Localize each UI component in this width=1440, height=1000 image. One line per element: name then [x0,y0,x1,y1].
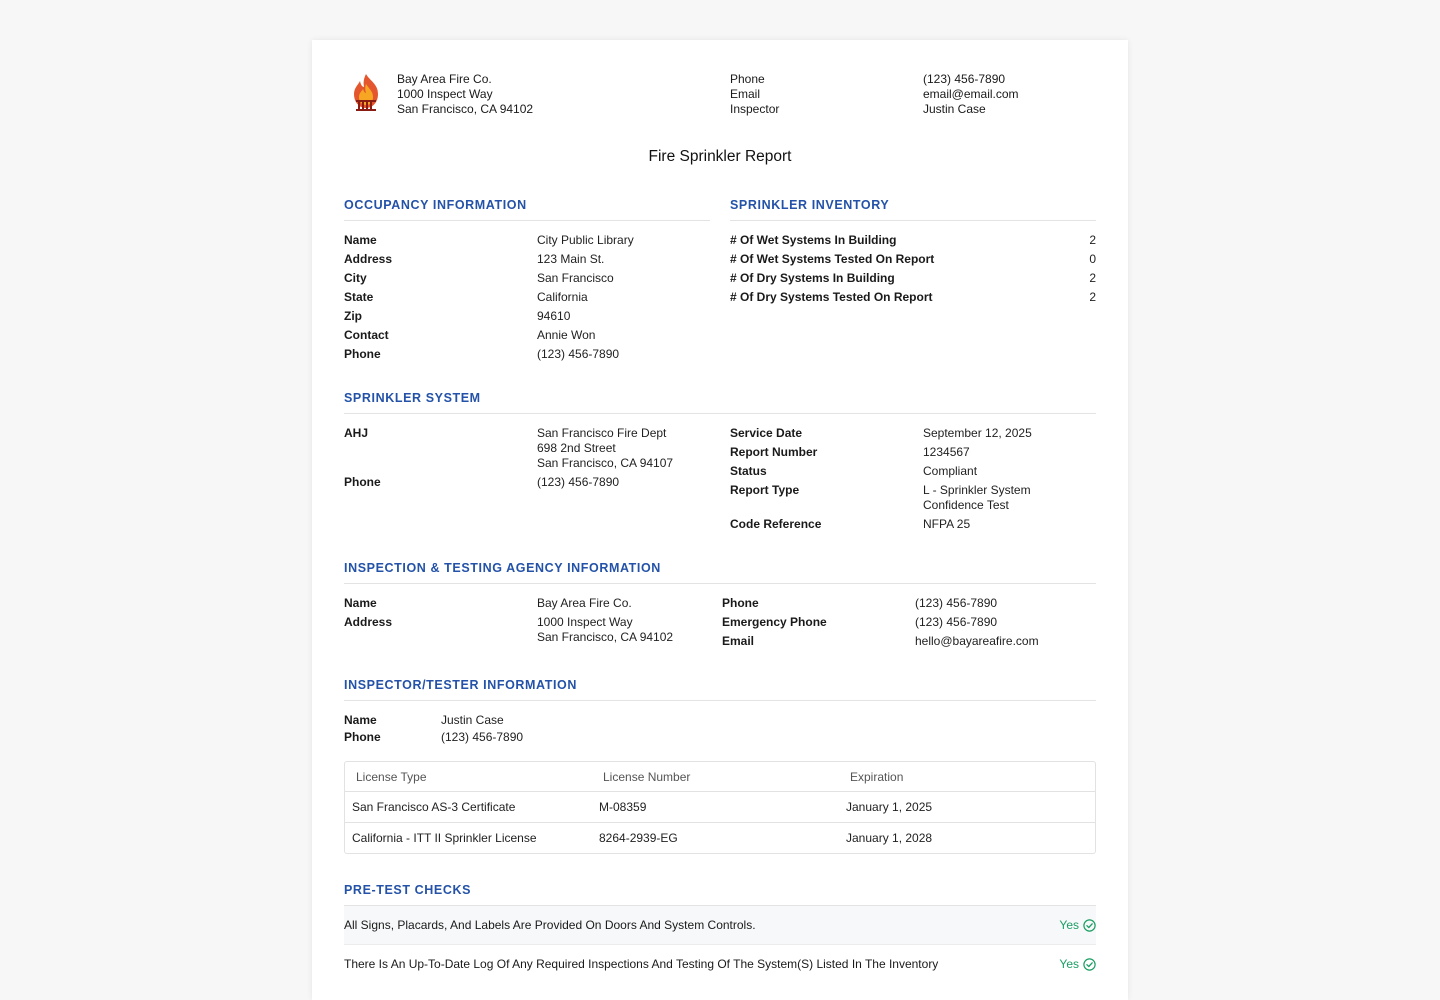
system-divider [344,413,1096,414]
occupancy-label: Zip [344,309,362,323]
code-ref-label: Code Reference [730,517,822,531]
header-inspector-label: Inspector [730,102,780,116]
inventory-label: # Of Dry Systems Tested On Report [730,290,933,304]
license-type: California - ITT II Sprinkler License [352,831,537,845]
occupancy-label: State [344,290,374,304]
inventory-value: 2 [1089,290,1096,304]
inventory-value: 2 [1089,271,1096,285]
license-expiration-header: Expiration [839,762,1095,792]
header-email: email@email.com [923,87,1019,101]
license-table [344,761,1096,854]
inventory-value: 2 [1089,233,1096,247]
pretest-item [344,906,1096,945]
license-header-row [345,762,1095,792]
company-logo [348,72,384,116]
agency-address2: San Francisco, CA 94102 [537,630,674,644]
header-email-label: Email [730,87,761,101]
inventory-row [730,271,1096,290]
company-name: Bay Area Fire Co. [397,72,492,86]
system-phone: (123) 456-7890 [537,475,620,489]
system-phone-label: Phone [344,475,381,489]
occupancy-label: Name [344,233,377,247]
license-type: San Francisco AS-3 Certificate [345,792,592,823]
occupancy-heading: OCCUPANCY INFORMATION [344,198,527,212]
check-circle-icon [1083,919,1096,932]
pretest-answer-label: Yes [1059,918,1079,932]
ahj-line1: San Francisco Fire Dept [537,426,667,440]
agency-heading: INSPECTION & TESTING AGENCY INFORMATION [344,561,661,575]
inventory-heading: SPRINKLER INVENTORY [730,198,890,212]
inventory-divider [730,220,1096,221]
occupancy-labels [344,233,392,366]
inspector-name-label: Name [344,713,377,727]
report-number-label: Report Number [730,445,818,459]
agency-address1: 1000 Inspect Way [537,615,633,629]
inspector-phone-label: Phone [344,730,381,744]
agency-emergency-label: Emergency Phone [722,615,827,629]
pretest-heading: PRE-TEST CHECKS [344,883,472,897]
pretest-item-text: There Is An Up-To-Date Log Of Any Required Inspections And Testing Of The System(S) Listed In The Inventory [344,957,939,971]
agency-emergency: (123) 456-7890 [915,615,998,629]
occupancy-value: City Public Library [537,233,634,247]
inventory-row [730,252,1096,271]
occupancy-label: Contact [344,328,389,342]
report-page [312,40,1128,1000]
report-title: Fire Sprinkler Report [648,148,792,165]
report-number: 1234567 [923,445,970,459]
ahj-line2: 698 2nd Street [537,441,616,455]
inventory-list [730,233,1096,309]
agency-phone: (123) 456-7890 [915,596,998,610]
occupancy-label: Address [344,252,393,266]
inventory-row [730,233,1096,252]
occupancy-value: Annie Won [537,328,596,342]
occupancy-value: San Francisco [537,271,614,285]
agency-divider [344,583,1096,584]
license-type-header: License Type [345,762,592,792]
occupancy-label: Phone [344,347,381,361]
code-ref: NFPA 25 [923,517,971,531]
license-expiration: January 1, 2025 [839,792,1095,823]
status-label: Status [730,464,767,478]
inspector-phone: (123) 456-7890 [441,730,524,744]
report-type-label: Report Type [730,483,800,497]
header-phone-label: Phone [730,72,765,86]
company-address1: 1000 Inspect Way [397,87,493,101]
inventory-label: # Of Wet Systems In Building [730,233,897,247]
agency-name: Bay Area Fire Co. [537,596,632,610]
pretest-answer [1059,957,1096,971]
report-type-line1: L - Sprinkler System [923,483,1031,497]
fire-logo-icon [348,72,384,116]
inspector-heading: INSPECTOR/TESTER INFORMATION [344,678,578,692]
table-row [345,792,1095,823]
agency-email: hello@bayareafire.com [915,634,1039,648]
pretest-answer [1059,918,1096,932]
system-heading: SPRINKLER SYSTEM [344,391,481,405]
agency-email-label: Email [722,634,755,648]
pretest-answer-label: Yes [1059,957,1079,971]
service-date: September 12, 2025 [923,426,1032,440]
agency-address-label: Address [344,615,393,629]
inventory-value: 0 [1089,252,1096,266]
header-inspector: Justin Case [923,102,986,116]
ahj-label: AHJ [344,426,369,440]
license-number: M-08359 [592,792,839,823]
ahj-line3: San Francisco, CA 94107 [537,456,674,470]
occupancy-value: 123 Main St. [537,252,605,266]
company-address2: San Francisco, CA 94102 [397,102,534,116]
agency-name-label: Name [344,596,377,610]
license-number-header: License Number [592,762,839,792]
pretest-item-text: All Signs, Placards, And Labels Are Provided On Doors And System Controls. [344,918,756,932]
status-value: Compliant [923,464,978,478]
inspector-name: Justin Case [441,713,504,727]
header-phone: (123) 456-7890 [923,72,1006,86]
pretest-item [344,945,1096,983]
license-number: 8264-2939-EG [599,831,678,845]
agency-phone-label: Phone [722,596,759,610]
report-type-line2: Confidence Test [923,498,1009,512]
occupancy-values [537,233,634,366]
check-circle-icon [1083,958,1096,971]
occupancy-label: City [344,271,367,285]
table-row [345,823,1095,853]
inventory-label: # Of Dry Systems In Building [730,271,895,285]
inspector-divider [344,700,1096,701]
inventory-row [730,290,1096,309]
occupancy-divider [344,220,710,221]
service-date-label: Service Date [730,426,803,440]
occupancy-value: 94610 [537,309,571,323]
occupancy-value: California [537,290,588,304]
occupancy-value: (123) 456-7890 [537,347,620,361]
inventory-label: # Of Wet Systems Tested On Report [730,252,935,266]
license-expiration: January 1, 2028 [846,831,933,845]
